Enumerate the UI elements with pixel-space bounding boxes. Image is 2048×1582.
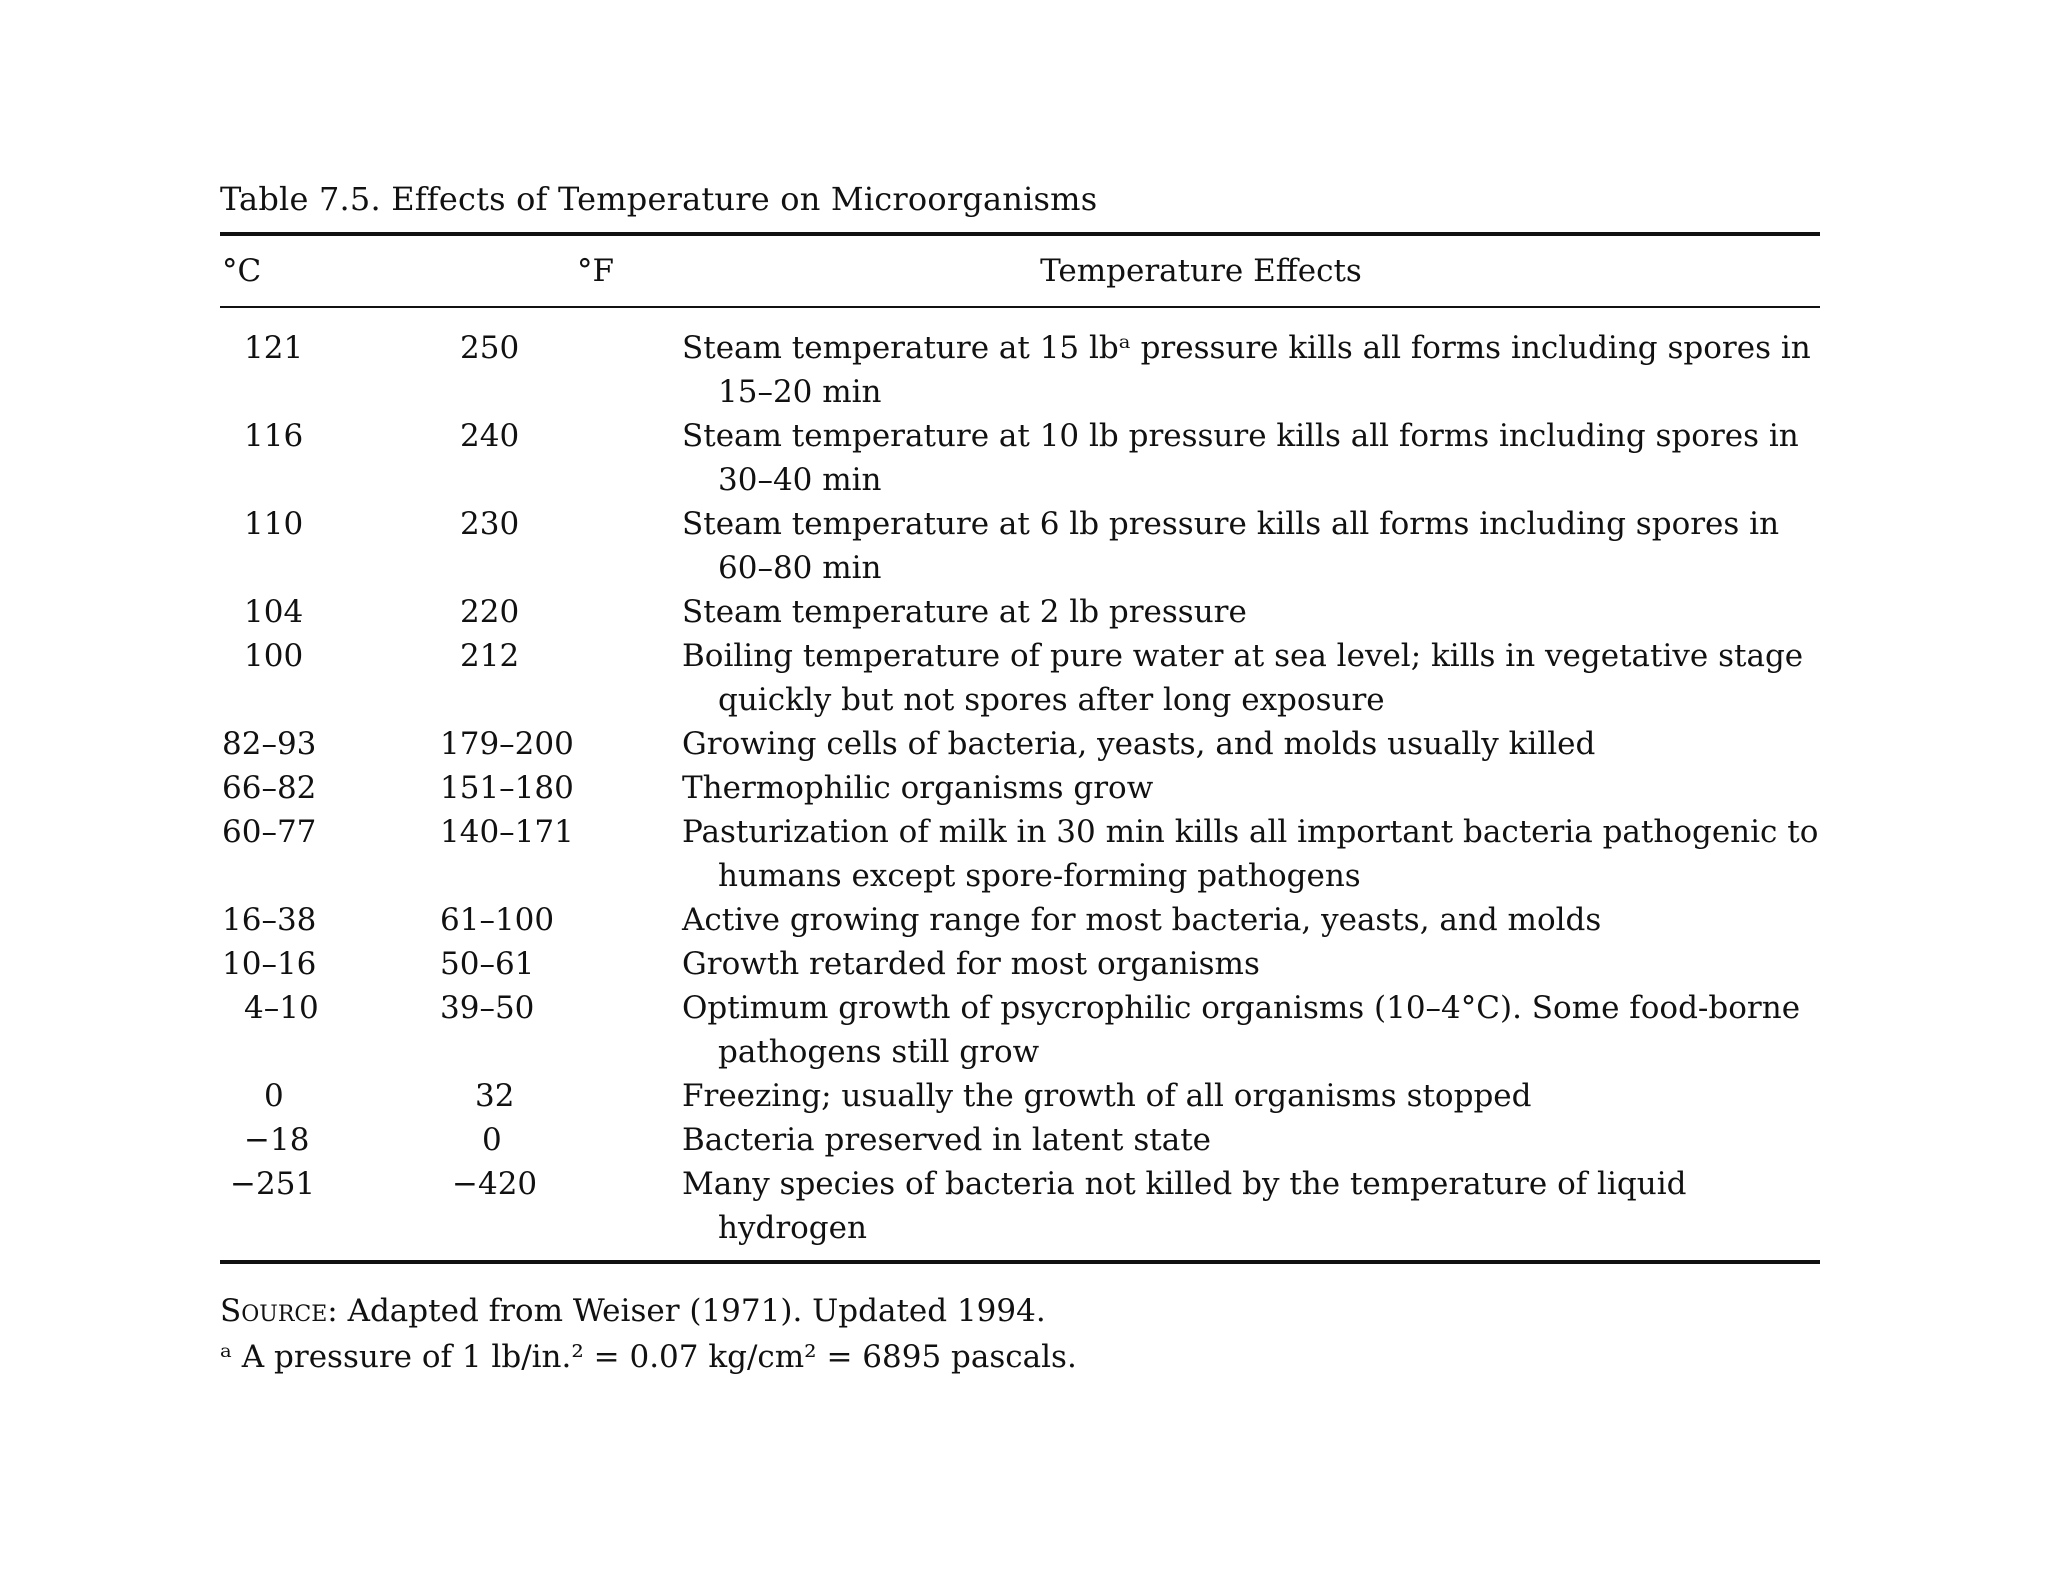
source-text: Adapted from Weiser (1971). Updated 1994. bbox=[347, 1293, 1046, 1329]
effect-cell: Growing cells of bacteria, yeasts, and molds usually killed bbox=[682, 726, 1596, 762]
fahrenheit-cell: 140–171 bbox=[440, 814, 574, 850]
table-row bbox=[220, 502, 1820, 590]
table-header bbox=[220, 236, 1820, 306]
table-row bbox=[220, 722, 1820, 766]
header-fahrenheit: °F bbox=[577, 253, 615, 289]
fahrenheit-cell: 151–180 bbox=[440, 770, 574, 806]
effect-cell: Bacteria preserved in latent state bbox=[682, 1122, 1211, 1158]
celsius-cell: 82–93 bbox=[222, 726, 317, 762]
table-row bbox=[220, 326, 1820, 414]
effect-cell: Steam temperature at 2 lb pressure bbox=[682, 594, 1247, 630]
effect-cell: Freezing; usually the growth of all organisms stopped bbox=[682, 1078, 1532, 1114]
bottom-rule bbox=[220, 1260, 1820, 1264]
celsius-cell: 4–10 bbox=[244, 990, 319, 1026]
celsius-cell: 110 bbox=[244, 506, 304, 542]
effect-cell: Optimum growth of psycrophilic organisms (10–4°C). Some food-borne pathogens still grow bbox=[682, 990, 1801, 1070]
table-row bbox=[220, 1074, 1820, 1118]
celsius-cell: −18 bbox=[244, 1122, 310, 1158]
celsius-cell: 60–77 bbox=[222, 814, 317, 850]
fahrenheit-cell: 179–200 bbox=[440, 726, 574, 762]
table-row bbox=[220, 810, 1820, 898]
effect-cell: Growth retarded for most organisms bbox=[682, 946, 1260, 982]
fahrenheit-cell: 50–61 bbox=[440, 946, 535, 982]
celsius-cell: 10–16 bbox=[222, 946, 317, 982]
effect-cell: Steam temperature at 10 lb pressure kills all forms including spores in 30–40 min bbox=[682, 418, 1799, 498]
fahrenheit-cell: 32 bbox=[475, 1078, 515, 1114]
footnotes bbox=[220, 1288, 1820, 1380]
table-body bbox=[220, 308, 1820, 1260]
table-row bbox=[220, 1118, 1820, 1162]
effect-cell: Thermophilic organisms grow bbox=[682, 770, 1154, 806]
source-note bbox=[220, 1288, 1820, 1334]
effect-cell: Many species of bacteria not killed by the temperature of liquid hydrogen bbox=[682, 1166, 1687, 1246]
header-effects: Temperature Effects bbox=[1040, 253, 1362, 289]
celsius-cell: −251 bbox=[230, 1166, 316, 1202]
effect-cell: Pasturization of milk in 30 min kills all important bacteria pathogenic to humans except spore-forming pathogens bbox=[682, 814, 1819, 894]
celsius-cell: 116 bbox=[244, 418, 304, 454]
celsius-cell: 16–38 bbox=[222, 902, 317, 938]
header-celsius: °C bbox=[222, 253, 262, 289]
fahrenheit-cell: 220 bbox=[460, 594, 520, 630]
table-row bbox=[220, 414, 1820, 502]
table-row bbox=[220, 634, 1820, 722]
effect-cell: Steam temperature at 15 lbᵃ pressure kills all forms including spores in 15–20 min bbox=[682, 330, 1811, 410]
celsius-cell: 66–82 bbox=[222, 770, 317, 806]
celsius-cell: 121 bbox=[244, 330, 304, 366]
table-row bbox=[220, 1162, 1820, 1250]
fahrenheit-cell: 230 bbox=[460, 506, 520, 542]
table-row bbox=[220, 942, 1820, 986]
fahrenheit-cell: 212 bbox=[460, 638, 520, 674]
table-row bbox=[220, 590, 1820, 634]
fahrenheit-cell: 0 bbox=[482, 1122, 502, 1158]
celsius-cell: 0 bbox=[264, 1078, 284, 1114]
celsius-cell: 104 bbox=[244, 594, 304, 630]
fahrenheit-cell: 250 bbox=[460, 330, 520, 366]
source-label: Source: bbox=[220, 1293, 338, 1329]
fahrenheit-cell: 61–100 bbox=[440, 902, 555, 938]
effect-cell: Boiling temperature of pure water at sea level; kills in vegetative stage quickly but not spores after long exposure bbox=[682, 638, 1804, 718]
document-page bbox=[220, 180, 1820, 1380]
fahrenheit-cell: 39–50 bbox=[440, 990, 535, 1026]
effect-cell: Steam temperature at 6 lb pressure kills all forms including spores in 60–80 min bbox=[682, 506, 1780, 586]
pressure-footnote: ᵃ A pressure of 1 lb/in.² = 0.07 kg/cm² = 6895 pascals. bbox=[220, 1339, 1077, 1375]
table-row bbox=[220, 766, 1820, 810]
table-title: Table 7.5. Effects of Temperature on Microorganisms bbox=[220, 180, 1098, 218]
table-row bbox=[220, 898, 1820, 942]
table-row bbox=[220, 986, 1820, 1074]
celsius-cell: 100 bbox=[244, 638, 304, 674]
effect-cell: Active growing range for most bacteria, yeasts, and molds bbox=[682, 902, 1602, 938]
fahrenheit-cell: 240 bbox=[460, 418, 520, 454]
fahrenheit-cell: −420 bbox=[452, 1166, 538, 1202]
